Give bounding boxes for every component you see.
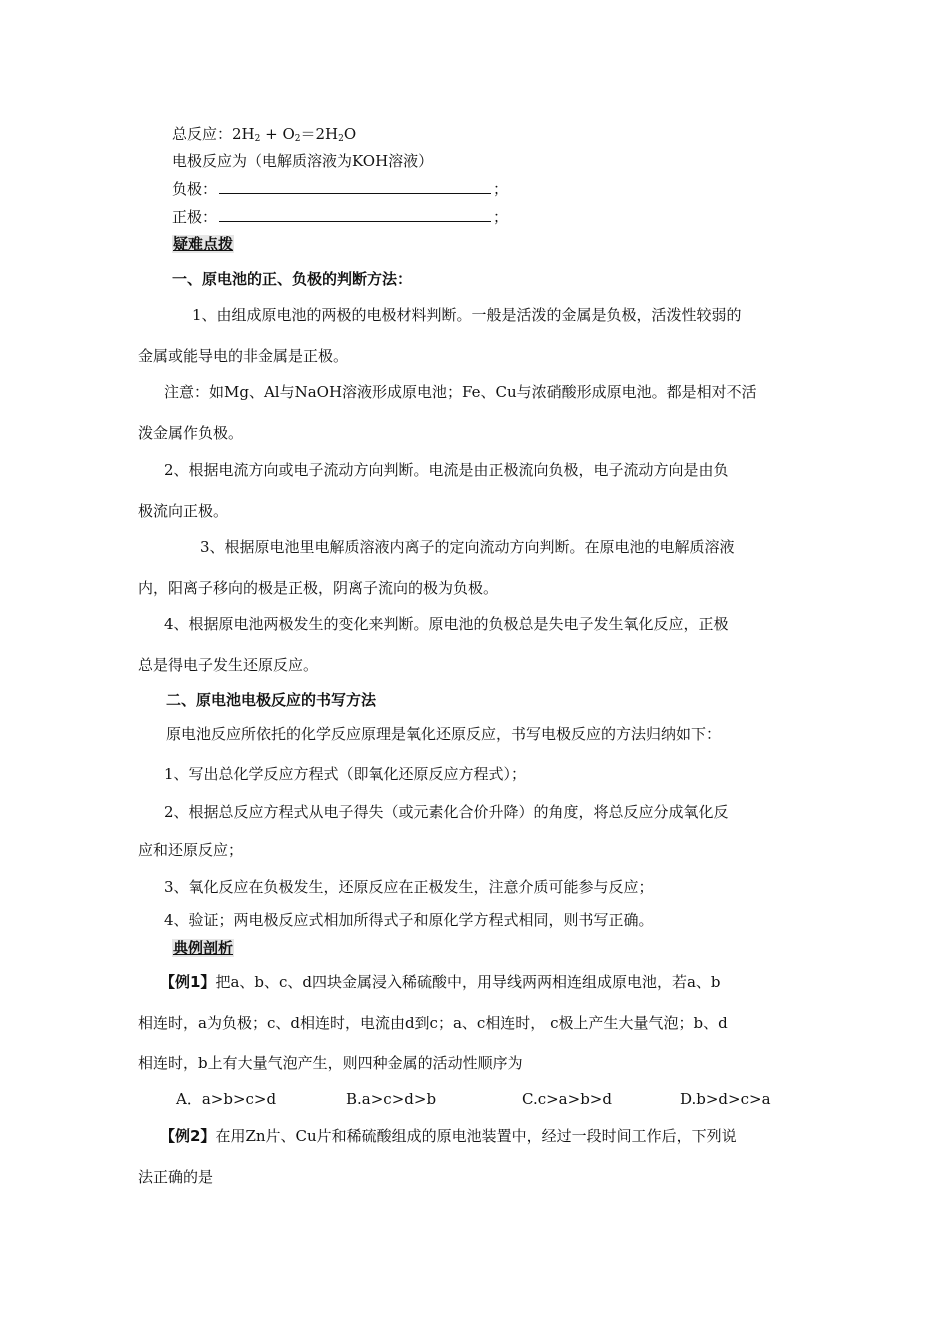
writing-step-3: 3、氧化反应在负极发生，还原反应在正极发生，注意介质可能参与反应； bbox=[164, 878, 654, 896]
writing-step-2-line-1: 2、根据总反应方程式从电子得失（或元素化合价升降）的角度，将总反应分成氧化反 bbox=[164, 803, 729, 821]
example-1-option-d[interactable]: D.b>d>c>a bbox=[680, 1090, 771, 1108]
section-title-examples: 典例剖析 bbox=[173, 939, 234, 957]
negative-answer-blank[interactable] bbox=[219, 179, 491, 194]
positive-label: 正极： bbox=[172, 208, 218, 226]
example-2-line-2: 法正确的是 bbox=[138, 1168, 214, 1186]
example-1-label: 【例1】 bbox=[160, 973, 216, 991]
blank-end: ； bbox=[493, 208, 509, 226]
paragraph-4-line-1: 4、根据原电池两极发生的变化来判断。原电池的负极总是失电子发生氧化反应，正极 bbox=[164, 615, 729, 633]
example-2-line-1: 【例2】在用Zn片、Cu片和稀硫酸组成的原电池装置中，经过一段时间工作后，下列说 bbox=[160, 1127, 737, 1145]
example-1-line-2: 相连时，a为负极；c、d相连时，电流由d到c；a、c相连时， c极上产生大量气泡；b、d bbox=[138, 1014, 728, 1032]
total-reaction-label: 总反应： bbox=[172, 125, 233, 143]
paragraph-2-line-2: 极流向正极。 bbox=[138, 502, 229, 520]
writing-step-2-line-2: 应和还原反应； bbox=[138, 841, 244, 859]
paragraph-2-line-1: 2、根据电流方向或电子流动方向判断。电流是由正极流向负极，电子流动方向是由负 bbox=[164, 461, 729, 479]
paragraph-4-line-2: 总是得电子发生还原反应。 bbox=[138, 656, 319, 674]
paragraph-1-line-1: 1、由组成原电池的两极的电极材料判断。一般是活泼的金属是负极，活泼性较弱的 bbox=[192, 306, 742, 324]
negative-label: 负极： bbox=[172, 180, 218, 198]
note-line-1: 注意：如Mg、Al与NaOH溶液形成原电池；Fe、Cu与浓硝酸形成原电池。都是相对不活 bbox=[164, 383, 757, 401]
example-1-line-3: 相连时，b上有大量气泡产生，则四种金属的活动性顺序为 bbox=[138, 1054, 523, 1072]
writing-step-1: 1、写出总化学反应方程式（即氧化还原反应方程式）； bbox=[164, 765, 527, 783]
subheading-electrode-judgment: 一、原电池的正、负极的判断方法： bbox=[172, 270, 413, 288]
example-2-label: 【例2】 bbox=[160, 1127, 216, 1145]
paragraph-1-line-2: 金属或能导电的非金属是正极。 bbox=[138, 347, 349, 365]
subheading-electrode-writing: 二、原电池电极反应的书写方法 bbox=[166, 691, 377, 709]
example-1-option-a[interactable]: A．a>b>c>d bbox=[176, 1090, 277, 1108]
negative-electrode-line bbox=[172, 179, 508, 199]
positive-answer-blank[interactable] bbox=[219, 207, 491, 222]
example-1-option-c[interactable]: C.c>a>b>d bbox=[522, 1090, 612, 1108]
note-line-2: 泼金属作负极。 bbox=[138, 424, 244, 442]
paragraph-3-line-1: 3、根据原电池里电解质溶液内离子的定向流动方向判断。在原电池的电解质溶液 bbox=[200, 538, 735, 556]
blank-end: ； bbox=[493, 180, 509, 198]
example-1-option-b[interactable]: B.a>c>d>b bbox=[346, 1090, 437, 1108]
positive-electrode-line bbox=[172, 207, 508, 227]
electrode-reaction-line: 电极反应为（电解质溶液为KOH溶液） bbox=[172, 152, 434, 170]
writing-intro: 原电池反应所依托的化学反应原理是氧化还原反应，书写电极反应的方法归纳如下： bbox=[166, 725, 722, 743]
example-1-line-1: 【例1】把a、b、c、d四块金属浸入稀硫酸中，用导线两两相连组成原电池，若a、b bbox=[160, 973, 721, 991]
total-reaction-formula: $2H_2 + O_2=2H_2O$ bbox=[232, 125, 357, 144]
writing-step-4: 4、验证；两电极反应式相加所得式子和原化学方程式相同，则书写正确。 bbox=[164, 911, 654, 929]
paragraph-3-line-2: 内，阳离子移向的极是正极，阴离子流向的极为负极。 bbox=[138, 579, 499, 597]
total-reaction-line bbox=[172, 124, 356, 144]
section-title-difficult: 疑难点拨 bbox=[173, 235, 234, 253]
